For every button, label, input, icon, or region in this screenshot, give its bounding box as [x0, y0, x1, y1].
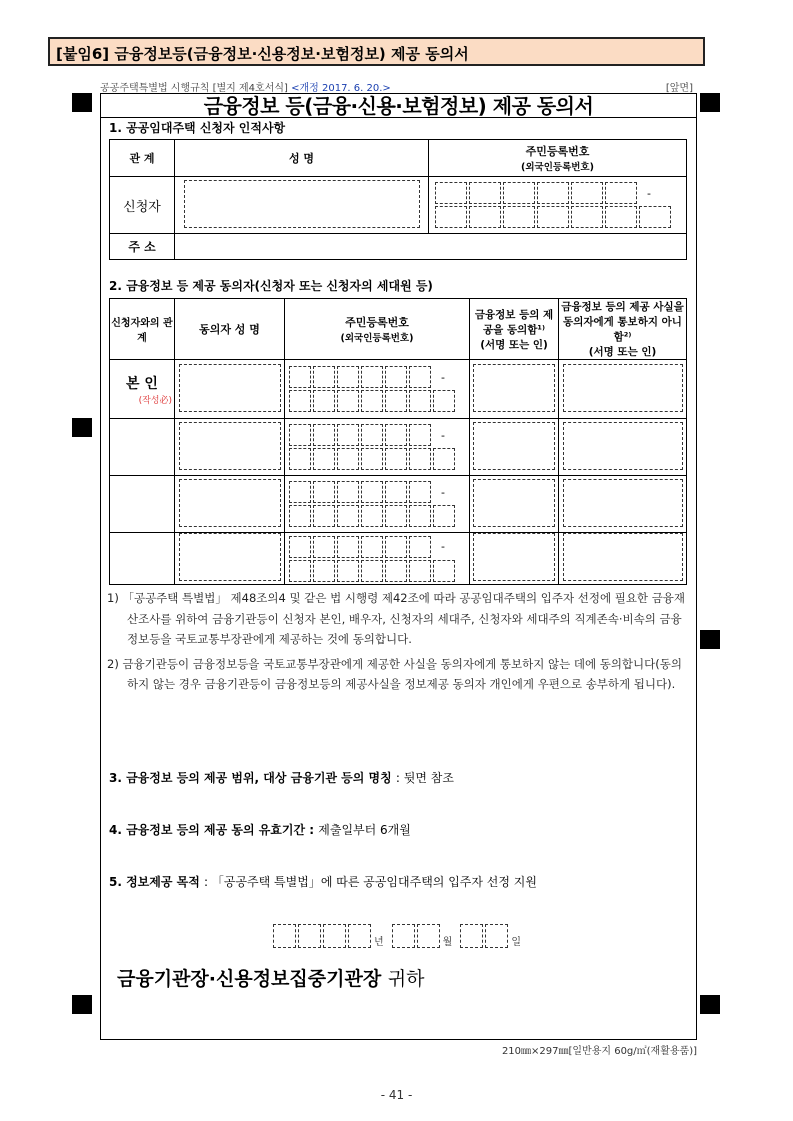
section5-value: : 「공공주택 특별법」에 따른 공공임대주택의 입주자 선정 지원 — [204, 875, 537, 889]
rrn-dash: - — [441, 428, 445, 442]
note-2: 2) 금융기관등이 금융정보등을 국토교통부장관에게 제공한 사실을 동의자에게 통보하지 않는 데에 동의합니다(동의하지 않는 경우 금융기관등이 금융정보등의 제공사실을 정보제공 동의자 개인에게 우편으로 송부하게 됩니다). — [107, 656, 682, 691]
rrn-digit-box[interactable] — [409, 560, 431, 582]
no-notify-signature-field[interactable] — [563, 422, 683, 470]
rrn-digit-box[interactable] — [385, 505, 407, 527]
no-notify-sign-cell — [559, 533, 687, 585]
rrn-digit-box[interactable] — [289, 390, 311, 412]
rrn-digit-box[interactable] — [433, 560, 455, 582]
rrn-digit-box[interactable] — [605, 206, 637, 228]
rrn-digit-box[interactable] — [385, 366, 407, 388]
rrn-digit-box[interactable] — [313, 366, 335, 388]
rrn-digit-box[interactable] — [409, 448, 431, 470]
no-notify-sign-cell — [559, 476, 687, 533]
rrn-digit-box[interactable] — [313, 481, 335, 503]
col-no-notify — [559, 299, 687, 360]
revision-date: <개정 2017. 6. 20.> — [291, 83, 391, 94]
rrn-dash: - — [441, 540, 445, 553]
rrn-digit-box[interactable] — [433, 505, 455, 527]
no-notify-signature-field[interactable] — [563, 479, 683, 527]
section1-label: 1. 공공임대주택 신청자 인적사항 — [109, 121, 286, 135]
col-consenter-name: 동의자 성 명 — [175, 299, 285, 360]
col-rrn-label: 주민등록번호 — [525, 145, 590, 158]
rrn-back-row — [289, 448, 455, 470]
day-label: 일 — [511, 937, 522, 948]
rrn-digit-box[interactable] — [289, 366, 311, 388]
consenter-row — [110, 419, 687, 476]
rrn-digit-box[interactable] — [409, 390, 431, 412]
col-rrn — [429, 140, 687, 177]
consenter-row — [110, 360, 687, 419]
note-1: 1) 「공공주택 특별법」 제48조의4 및 같은 법 시행령 제42조에 따라 공공임대주택의 입주자 선정에 필요한 금융재산조사를 위하여 금융기관등이 신청자 본인, 배우자, 신청자의 세대주, 신청자와 세대주의 직계존속·비속의 금융정보등을 국토교통부장관에게 제공하는 것에 동의합니다. — [107, 591, 686, 646]
consenter-rrn-field[interactable] — [285, 481, 469, 527]
col-rrn-sub: (외국인등록번호) — [340, 333, 414, 344]
rrn-digit-box[interactable] — [361, 448, 383, 470]
rrn-digit-box[interactable] — [571, 182, 603, 204]
rrn-digit-box[interactable] — [385, 481, 407, 503]
section5-label: 5. 정보제공 목적 — [109, 875, 200, 889]
relation-cell[interactable] — [110, 533, 175, 585]
rrn-digit-box[interactable] — [469, 182, 501, 204]
rrn-digit-box[interactable] — [385, 560, 407, 582]
rrn-front-row — [289, 424, 445, 446]
rrn-cell — [285, 476, 470, 533]
rrn-digit-box[interactable] — [385, 390, 407, 412]
rrn-digit-box[interactable] — [289, 448, 311, 470]
rrn-digit-box[interactable] — [409, 424, 431, 446]
paper-spec: 210㎜×297㎜[일반용지 60g/㎡(재활용품)] — [501, 1046, 697, 1057]
rrn-digit-box[interactable] — [409, 366, 431, 388]
rrn-digit-box[interactable] — [639, 206, 671, 228]
section4-label: 4. 금융정보 등의 제공 동의 유효기간 : — [109, 823, 315, 837]
no-notify-signature-field[interactable] — [563, 533, 683, 581]
name-cell — [175, 533, 285, 585]
rrn-digit-box[interactable] — [313, 448, 335, 470]
applicant-rrn-field[interactable] — [429, 182, 686, 228]
rrn-digit-box[interactable] — [385, 536, 407, 558]
month-digit-box[interactable] — [392, 924, 415, 948]
rrn-digit-box[interactable] — [361, 424, 383, 446]
form-title: 금융정보 등(금융·신용·보험정보) 제공 동의서 — [101, 94, 696, 118]
rrn-digit-box[interactable] — [289, 505, 311, 527]
col-sign: (서명 또는 인) — [588, 346, 657, 358]
section4-value: 제출일부터 6개월 — [318, 823, 411, 837]
col-rrn — [285, 299, 470, 360]
rrn-digit-box[interactable] — [385, 424, 407, 446]
consent-sign-cell — [470, 533, 559, 585]
rrn-digit-box[interactable] — [433, 448, 455, 470]
year-digit-box[interactable] — [298, 924, 321, 948]
year-digit-box[interactable] — [323, 924, 346, 948]
rrn-cell — [285, 533, 470, 585]
consenter-name-field[interactable] — [179, 533, 281, 581]
rrn-cell — [285, 360, 470, 419]
rrn-digit-box[interactable] — [337, 424, 359, 446]
page-number: - 41 - — [380, 1088, 413, 1102]
rrn-digit-box[interactable] — [537, 206, 569, 228]
consent-signature-field[interactable] — [473, 479, 555, 527]
rrn-digit-box[interactable] — [503, 182, 535, 204]
rrn-digit-box[interactable] — [337, 536, 359, 558]
rrn-digit-box[interactable] — [289, 560, 311, 582]
rrn-digit-box[interactable] — [289, 424, 311, 446]
relation-cell — [110, 360, 175, 419]
recipient-name: 금융기관장·신용정보집중기관장 — [117, 968, 382, 990]
no-notify-sign-cell — [559, 360, 687, 419]
day-digit-box[interactable] — [485, 924, 508, 948]
name-cell — [175, 360, 285, 419]
name-cell — [175, 476, 285, 533]
consenter-name-field[interactable] — [179, 422, 281, 470]
rrn-front-row — [289, 481, 445, 503]
rrn-digit-box[interactable] — [361, 536, 383, 558]
no-notify-sign-cell — [559, 419, 687, 476]
date-field — [273, 924, 527, 948]
registration-mark — [72, 418, 92, 437]
col-rrn-sub: (외국인등록번호) — [521, 162, 594, 173]
no-notify-signature-field[interactable] — [563, 364, 683, 412]
rrn-cell — [285, 419, 470, 476]
consent-sign-cell — [470, 360, 559, 419]
consenter-row — [110, 533, 687, 585]
consent-signature-field[interactable] — [473, 364, 555, 412]
rrn-digit-box[interactable] — [337, 390, 359, 412]
rrn-digit-box[interactable] — [313, 560, 335, 582]
col-relation: 관 계 — [110, 140, 175, 177]
consent-sign-cell — [470, 476, 559, 533]
recipient-suffix: 귀하 — [387, 968, 425, 990]
registration-mark — [72, 995, 92, 1014]
rrn-digit-box[interactable] — [435, 182, 467, 204]
applicant-name-field[interactable] — [184, 180, 420, 228]
rrn-dash: - — [441, 370, 445, 384]
rrn-digit-box[interactable] — [435, 206, 467, 228]
rrn-digit-box[interactable] — [605, 182, 637, 204]
rrn-digit-box[interactable] — [289, 481, 311, 503]
rrn-digit-box[interactable] — [361, 560, 383, 582]
rrn-digit-box[interactable] — [337, 366, 359, 388]
rrn-digit-box[interactable] — [385, 448, 407, 470]
consent-signature-field[interactable] — [473, 422, 555, 470]
rrn-digit-box[interactable] — [469, 206, 501, 228]
consenter-table — [109, 298, 687, 585]
col-rrn-label: 주민등록번호 — [345, 316, 409, 329]
col-consent — [470, 299, 559, 360]
month-label: 월 — [442, 937, 453, 948]
section4 — [109, 821, 411, 838]
row-applicant: 신청자 — [110, 177, 175, 234]
rrn-digit-box[interactable] — [313, 390, 335, 412]
rrn-digit-box[interactable] — [337, 560, 359, 582]
rrn-dash: - — [441, 485, 445, 499]
consenter-name-field[interactable] — [179, 479, 281, 527]
self-label: 본 인 — [126, 375, 158, 392]
rrn-digit-box[interactable] — [313, 505, 335, 527]
rrn-front-row — [289, 366, 445, 388]
section3-value: : 뒷면 참조 — [395, 771, 454, 785]
rrn-digit-box[interactable] — [503, 206, 535, 228]
year-label: 년 — [374, 937, 384, 948]
recipient — [117, 964, 425, 991]
day-digit-box[interactable] — [460, 924, 483, 948]
rrn-digit-box[interactable] — [361, 390, 383, 412]
rrn-digit-box[interactable] — [361, 366, 383, 388]
consent-signature-field[interactable] — [473, 533, 555, 581]
registration-mark — [700, 93, 720, 112]
col-sign: (서명 또는 인) — [480, 338, 548, 351]
consenter-rrn-field[interactable] — [285, 366, 469, 412]
consenter-row — [110, 476, 687, 533]
rrn-digit-box[interactable] — [361, 481, 383, 503]
rrn-digit-box[interactable] — [313, 424, 335, 446]
rrn-digit-box[interactable] — [361, 505, 383, 527]
notes — [107, 588, 692, 699]
address-field[interactable] — [175, 234, 687, 260]
rrn-dash: - — [647, 186, 651, 200]
section5 — [109, 873, 537, 890]
registration-mark — [700, 995, 720, 1014]
consent-form — [100, 93, 697, 1040]
section2-label: 2. 금융정보 등 제공 동의자(신청자 또는 신청자의 세대원 등) — [109, 279, 433, 293]
rrn-digit-box[interactable] — [409, 536, 431, 558]
consenter-rrn-field[interactable] — [285, 424, 469, 470]
rrn-digit-box[interactable] — [409, 481, 431, 503]
section3-label: 3. 금융정보 등의 제공 범위, 대상 금융기관 등의 명칭 — [109, 771, 392, 785]
row-address: 주 소 — [110, 234, 175, 260]
consenter-rrn-field[interactable] — [285, 536, 469, 582]
consent-sign-cell — [470, 419, 559, 476]
year-digit-box[interactable] — [348, 924, 371, 948]
applicant-table — [109, 139, 687, 260]
rrn-back-row — [435, 206, 671, 228]
rrn-back-row — [289, 560, 455, 582]
rrn-digit-box[interactable] — [433, 390, 455, 412]
col-no-notify-label: 금융정보 등의 제공 사실을 동의자에게 통보하지 아니함²⁾ — [561, 301, 684, 343]
rrn-digit-box[interactable] — [571, 206, 603, 228]
required-note: (작성必) — [138, 395, 172, 406]
page-side: [앞면] — [665, 83, 693, 94]
rrn-digit-box[interactable] — [289, 536, 311, 558]
col-consent-label: 금융정보 등의 제공을 동의함¹⁾ — [474, 308, 554, 336]
rrn-digit-box[interactable] — [337, 481, 359, 503]
relation-cell[interactable] — [110, 419, 175, 476]
rrn-front-row — [435, 182, 651, 204]
year-digit-box[interactable] — [273, 924, 296, 948]
name-cell — [175, 419, 285, 476]
col-relation: 신청자와의 관 계 — [110, 299, 175, 360]
consenter-name-field[interactable] — [179, 364, 281, 412]
law-reference: 공공주택특별법 시행규칙 [별지 제4호서식] — [100, 83, 288, 94]
registration-mark — [700, 630, 720, 649]
document-header: [붙임6] 금융정보등(금융정보·신용정보·보험정보) 제공 동의서 — [48, 37, 705, 66]
rrn-front-row — [289, 536, 445, 558]
rrn-digit-box[interactable] — [337, 505, 359, 527]
month-digit-box[interactable] — [417, 924, 440, 948]
rrn-back-row — [289, 390, 455, 412]
section3 — [109, 769, 454, 786]
rrn-digit-box[interactable] — [537, 182, 569, 204]
relation-cell[interactable] — [110, 476, 175, 533]
form-subheader — [100, 79, 697, 94]
registration-mark — [72, 93, 92, 112]
rrn-back-row — [289, 505, 455, 527]
rrn-digit-box[interactable] — [313, 536, 335, 558]
rrn-digit-box[interactable] — [337, 448, 359, 470]
col-name: 성 명 — [175, 140, 429, 177]
rrn-digit-box[interactable] — [409, 505, 431, 527]
